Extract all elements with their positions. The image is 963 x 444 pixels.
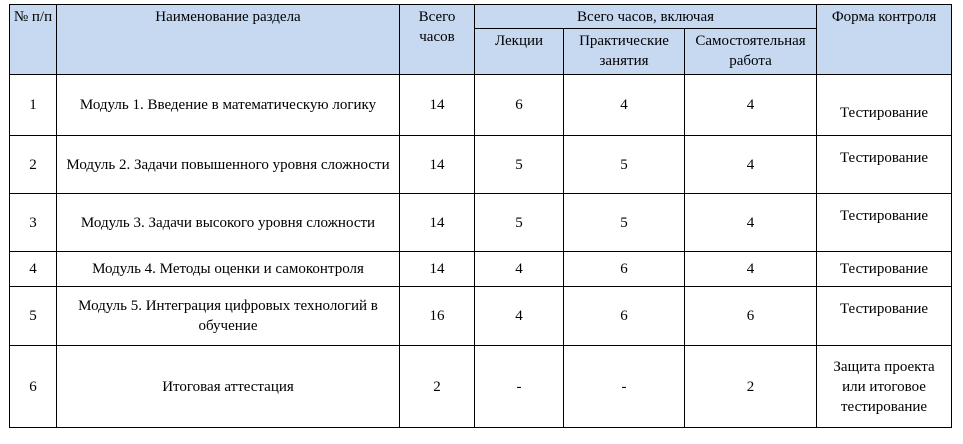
header-num: № п/п — [10, 5, 57, 75]
cell-form: Тестирование — [817, 252, 952, 287]
cell-practice: 5 — [564, 194, 685, 252]
cell-total: 14 — [400, 75, 475, 136]
header-total: Всего часов — [400, 5, 475, 75]
header-lectures: Лекции — [475, 29, 564, 75]
cell-num: 3 — [10, 194, 57, 252]
cell-self: 4 — [685, 75, 817, 136]
header-group: Всего часов, включая — [475, 5, 817, 29]
cell-total: 14 — [400, 136, 475, 194]
cell-practice: 6 — [564, 252, 685, 287]
cell-num: 2 — [10, 136, 57, 194]
curriculum-table-wrapper — [9, 4, 952, 428]
cell-title: Модуль 2. Задачи повышенного уровня сложности — [57, 136, 400, 194]
cell-self: 2 — [685, 346, 817, 428]
cell-num: 4 — [10, 252, 57, 287]
cell-lectures: 4 — [475, 252, 564, 287]
table-row — [10, 252, 952, 287]
header-form: Форма контроля — [817, 5, 952, 75]
cell-self: 4 — [685, 194, 817, 252]
table-row — [10, 75, 952, 136]
cell-title: Модуль 1. Введение в математическую логику — [57, 75, 400, 136]
cell-title: Модуль 5. Интеграция цифровых технологий в обучение — [57, 287, 400, 346]
table-row — [10, 287, 952, 346]
table-row — [10, 346, 952, 428]
cell-practice: 6 — [564, 287, 685, 346]
cell-form: Тестирование — [817, 75, 952, 136]
cell-self: 4 — [685, 252, 817, 287]
header-title: Наименование раздела — [57, 5, 400, 75]
cell-title: Модуль 3. Задачи высокого уровня сложности — [57, 194, 400, 252]
table-row — [10, 194, 952, 252]
cell-form: Тестирование — [817, 136, 952, 194]
cell-total: 16 — [400, 287, 475, 346]
cell-practice: - — [564, 346, 685, 428]
cell-form: Тестирование — [817, 194, 952, 252]
cell-num: 5 — [10, 287, 57, 346]
cell-lectures: 4 — [475, 287, 564, 346]
cell-lectures: 6 — [475, 75, 564, 136]
cell-form: Тестирование — [817, 287, 952, 346]
header-row-1 — [10, 5, 952, 29]
cell-lectures: 5 — [475, 136, 564, 194]
header-self: Самостоятельная работа — [685, 29, 817, 75]
cell-num: 1 — [10, 75, 57, 136]
cell-total: 14 — [400, 252, 475, 287]
header-practice: Практические занятия — [564, 29, 685, 75]
cell-form: Защита проекта или итоговое тестирование — [817, 346, 952, 428]
cell-title: Модуль 4. Методы оценки и самоконтроля — [57, 252, 400, 287]
cell-self: 6 — [685, 287, 817, 346]
cell-total: 14 — [400, 194, 475, 252]
table-row — [10, 136, 952, 194]
cell-lectures: 5 — [475, 194, 564, 252]
curriculum-table — [9, 4, 952, 428]
cell-practice: 5 — [564, 136, 685, 194]
cell-self: 4 — [685, 136, 817, 194]
cell-num: 6 — [10, 346, 57, 428]
cell-lectures: - — [475, 346, 564, 428]
cell-practice: 4 — [564, 75, 685, 136]
cell-title: Итоговая аттестация — [57, 346, 400, 428]
cell-total: 2 — [400, 346, 475, 428]
